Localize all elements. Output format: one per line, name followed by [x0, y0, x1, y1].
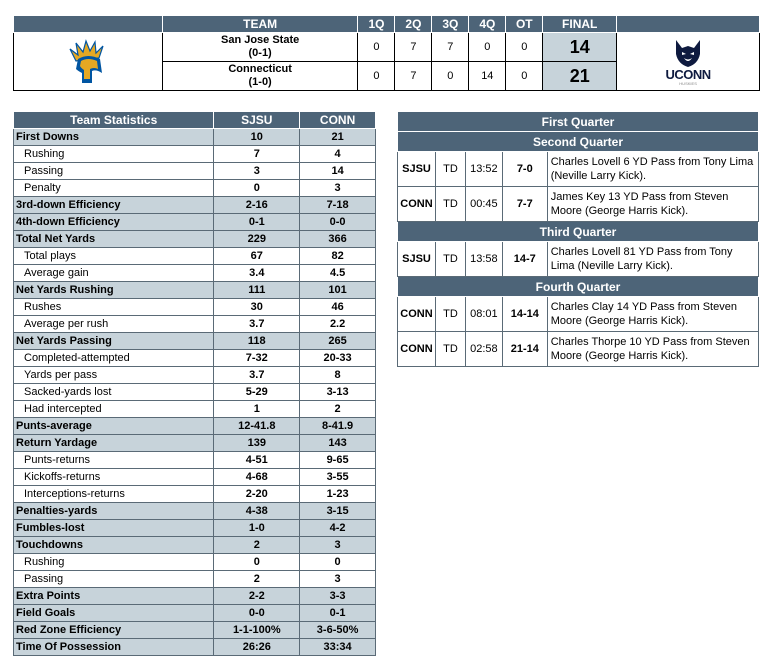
- uconn-wordmark: UCONN: [665, 66, 711, 82]
- stats-row: [14, 588, 376, 605]
- stat-sjsu-value: 4-38: [214, 503, 300, 520]
- stat-sjsu-value: 2: [214, 537, 300, 554]
- stat-conn-value: 3: [300, 571, 376, 588]
- stat-label: Touchdowns: [14, 537, 214, 554]
- stat-conn-value: 366: [300, 231, 376, 248]
- score-q2: 7: [395, 33, 432, 62]
- stat-sjsu-value: 2-16: [214, 197, 300, 214]
- stats-row: [14, 384, 376, 401]
- play-time: 13:52: [465, 152, 502, 187]
- play-description: Charles Thorpe 10 YD Pass from Steven Moore (George Harris Kick).: [547, 332, 758, 367]
- stats-row: [14, 418, 376, 435]
- stat-conn-value: 3: [300, 180, 376, 197]
- team-cell-sjsu: [162, 33, 358, 62]
- stat-label: Kickoffs-returns: [14, 469, 214, 486]
- stat-sjsu-value: 7: [214, 146, 300, 163]
- stat-sjsu-value: 3.7: [214, 367, 300, 384]
- play-team: SJSU: [398, 242, 436, 277]
- stat-label: Net Yards Passing: [14, 333, 214, 350]
- stat-label: Penalties-yards: [14, 503, 214, 520]
- scoring-play-row: [398, 242, 759, 277]
- stats-row: [14, 282, 376, 299]
- quarter-header-row: [398, 222, 759, 242]
- stat-label: Rushing: [14, 146, 214, 163]
- play-score: 7-7: [502, 187, 547, 222]
- stat-conn-value: 20-33: [300, 350, 376, 367]
- score-q4: 0: [469, 33, 506, 62]
- play-description: Charles Clay 14 YD Pass from Steven Moore (George Harris Kick).: [547, 297, 758, 332]
- stat-label: 4th-down Efficiency: [14, 214, 214, 231]
- stats-header-sjsu: SJSU: [214, 112, 300, 129]
- header-team: TEAM: [162, 16, 358, 33]
- header-q1: 1Q: [358, 16, 395, 33]
- stat-sjsu-value: 3.7: [214, 316, 300, 333]
- play-team: CONN: [398, 187, 436, 222]
- team-cell-conn: [162, 62, 358, 91]
- play-description: Charles Lovell 6 YD Pass from Tony Lima (Neville Larry Kick).: [547, 152, 758, 187]
- uconn-logo-cell: [617, 33, 760, 91]
- quarter-header-row: [398, 132, 759, 152]
- stat-conn-value: 3-13: [300, 384, 376, 401]
- scoreboard-header-row: [14, 16, 760, 33]
- stats-row: [14, 214, 376, 231]
- header-q4: 4Q: [469, 16, 506, 33]
- stats-row: [14, 146, 376, 163]
- team-record: (0-1): [248, 47, 272, 59]
- team-statistics-table: [13, 111, 376, 656]
- stats-row: [14, 520, 376, 537]
- stats-row: [14, 231, 376, 248]
- stat-label: First Downs: [14, 129, 214, 146]
- stat-conn-value: 3-55: [300, 469, 376, 486]
- play-type: TD: [435, 187, 465, 222]
- stat-conn-value: 0: [300, 554, 376, 571]
- stats-row: [14, 265, 376, 282]
- stat-sjsu-value: 0-1: [214, 214, 300, 231]
- stats-row: [14, 180, 376, 197]
- play-time: 13:58: [465, 242, 502, 277]
- quarter-header-row: [398, 112, 759, 132]
- play-team: CONN: [398, 297, 436, 332]
- stat-label: Average gain: [14, 265, 214, 282]
- score-q1: 0: [358, 62, 395, 91]
- stat-sjsu-value: 139: [214, 435, 300, 452]
- stat-label: Fumbles-lost: [14, 520, 214, 537]
- stat-sjsu-value: 3.4: [214, 265, 300, 282]
- header-q3: 3Q: [432, 16, 469, 33]
- stat-conn-value: 3-6-50%: [300, 622, 376, 639]
- play-description: Charles Lovell 81 YD Pass from Tony Lima (Neville Larry Kick).: [547, 242, 758, 277]
- score-q3: 0: [432, 62, 469, 91]
- stats-row: [14, 299, 376, 316]
- header-ot: OT: [506, 16, 543, 33]
- stat-label: Interceptions-returns: [14, 486, 214, 503]
- stats-row: [14, 163, 376, 180]
- stats-row: [14, 622, 376, 639]
- play-score: 14-14: [502, 297, 547, 332]
- stat-conn-value: 4-2: [300, 520, 376, 537]
- uconn-husky-icon: [668, 38, 708, 68]
- stat-conn-value: 4.5: [300, 265, 376, 282]
- stat-sjsu-value: 2-20: [214, 486, 300, 503]
- stats-row: [14, 605, 376, 622]
- stats-row: [14, 350, 376, 367]
- stat-label: Average per rush: [14, 316, 214, 333]
- stat-conn-value: 4: [300, 146, 376, 163]
- stats-row: [14, 129, 376, 146]
- stat-label: Extra Points: [14, 588, 214, 605]
- stat-sjsu-value: 1-0: [214, 520, 300, 537]
- quarter-header-row: [398, 277, 759, 297]
- play-time: 02:58: [465, 332, 502, 367]
- stat-sjsu-value: 12-41.8: [214, 418, 300, 435]
- spartan-helmet-icon: [66, 39, 110, 85]
- stats-row: [14, 639, 376, 656]
- score-ot: 0: [506, 33, 543, 62]
- stat-conn-value: 143: [300, 435, 376, 452]
- uconn-subwordmark: HUSKIES: [679, 80, 697, 86]
- team-name: Connecticut: [228, 63, 292, 75]
- stat-sjsu-value: 67: [214, 248, 300, 265]
- stat-sjsu-value: 0-0: [214, 605, 300, 622]
- score-q2: 7: [395, 62, 432, 91]
- team-record: (1-0): [248, 76, 272, 88]
- stat-conn-value: 9-65: [300, 452, 376, 469]
- score-final: 14: [543, 33, 617, 62]
- play-score: 7-0: [502, 152, 547, 187]
- stat-label: Completed-attempted: [14, 350, 214, 367]
- stats-row: [14, 401, 376, 418]
- stat-conn-value: 2: [300, 401, 376, 418]
- stat-conn-value: 0-1: [300, 605, 376, 622]
- stat-conn-value: 14: [300, 163, 376, 180]
- stat-sjsu-value: 0: [214, 554, 300, 571]
- stat-conn-value: 2.2: [300, 316, 376, 333]
- score-ot: 0: [506, 62, 543, 91]
- quarter-title: First Quarter: [398, 112, 759, 132]
- play-score: 21-14: [502, 332, 547, 367]
- stat-conn-value: 0-0: [300, 214, 376, 231]
- stats-row: [14, 469, 376, 486]
- stat-label: Field Goals: [14, 605, 214, 622]
- stat-conn-value: 101: [300, 282, 376, 299]
- play-type: TD: [435, 297, 465, 332]
- score-q3: 7: [432, 33, 469, 62]
- stat-label: Total plays: [14, 248, 214, 265]
- play-description: James Key 13 YD Pass from Steven Moore (George Harris Kick).: [547, 187, 758, 222]
- stat-label: 3rd-down Efficiency: [14, 197, 214, 214]
- stat-label: Passing: [14, 163, 214, 180]
- stat-sjsu-value: 111: [214, 282, 300, 299]
- stat-label: Red Zone Efficiency: [14, 622, 214, 639]
- stat-sjsu-value: 30: [214, 299, 300, 316]
- stat-sjsu-value: 5-29: [214, 384, 300, 401]
- stat-conn-value: 21: [300, 129, 376, 146]
- scoring-summary-table: [397, 111, 759, 367]
- play-team: CONN: [398, 332, 436, 367]
- stats-header-conn: CONN: [300, 112, 376, 129]
- sjsu-logo-cell: [14, 33, 163, 91]
- stat-label: Total Net Yards: [14, 231, 214, 248]
- stat-sjsu-value: 4-68: [214, 469, 300, 486]
- scoring-body: [398, 112, 759, 367]
- stats-row: [14, 197, 376, 214]
- stats-row: [14, 571, 376, 588]
- stat-sjsu-value: 7-32: [214, 350, 300, 367]
- team-name: San Jose State: [220, 34, 300, 46]
- stat-conn-value: 33:34: [300, 639, 376, 656]
- stat-sjsu-value: 4-51: [214, 452, 300, 469]
- stats-row: [14, 537, 376, 554]
- stats-row: [14, 248, 376, 265]
- play-time: 08:01: [465, 297, 502, 332]
- stat-label: Passing: [14, 571, 214, 588]
- stat-sjsu-value: 26:26: [214, 639, 300, 656]
- stat-label: Net Yards Rushing: [14, 282, 214, 299]
- stat-conn-value: 1-23: [300, 486, 376, 503]
- stat-sjsu-value: 3: [214, 163, 300, 180]
- stat-sjsu-value: 0: [214, 180, 300, 197]
- stats-body: [14, 129, 376, 656]
- stats-row: [14, 486, 376, 503]
- stat-sjsu-value: 10: [214, 129, 300, 146]
- stat-label: Yards per pass: [14, 367, 214, 384]
- stat-label: Punts-average: [14, 418, 214, 435]
- play-type: TD: [435, 242, 465, 277]
- stat-label: Sacked-yards lost: [14, 384, 214, 401]
- scoring-play-row: [398, 152, 759, 187]
- stat-label: Penalty: [14, 180, 214, 197]
- header-q2: 2Q: [395, 16, 432, 33]
- scoring-play-row: [398, 297, 759, 332]
- stat-conn-value: 3: [300, 537, 376, 554]
- stat-conn-value: 265: [300, 333, 376, 350]
- header-blank-right: [617, 16, 760, 33]
- stat-conn-value: 3-15: [300, 503, 376, 520]
- quarter-title: Fourth Quarter: [398, 277, 759, 297]
- stat-sjsu-value: 1: [214, 401, 300, 418]
- stats-row: [14, 333, 376, 350]
- scoreboard-table: [13, 15, 760, 91]
- stat-label: Rushes: [14, 299, 214, 316]
- stat-sjsu-value: 2: [214, 571, 300, 588]
- stats-header-row: [14, 112, 376, 129]
- stat-label: Punts-returns: [14, 452, 214, 469]
- stats-header-label: Team Statistics: [14, 112, 214, 129]
- stat-label: Return Yardage: [14, 435, 214, 452]
- stat-sjsu-value: 229: [214, 231, 300, 248]
- score-q1: 0: [358, 33, 395, 62]
- stats-row: [14, 554, 376, 571]
- stats-row: [14, 367, 376, 384]
- stat-conn-value: 8-41.9: [300, 418, 376, 435]
- score-final: 21: [543, 62, 617, 91]
- scoring-play-row: [398, 187, 759, 222]
- stats-row: [14, 435, 376, 452]
- play-type: TD: [435, 332, 465, 367]
- stat-label: Rushing: [14, 554, 214, 571]
- stats-row: [14, 316, 376, 333]
- header-blank-left: [14, 16, 163, 33]
- stat-conn-value: 8: [300, 367, 376, 384]
- stat-conn-value: 3-3: [300, 588, 376, 605]
- stat-sjsu-value: 2-2: [214, 588, 300, 605]
- stats-row: [14, 452, 376, 469]
- header-final: FINAL: [543, 16, 617, 33]
- scoring-play-row: [398, 332, 759, 367]
- play-score: 14-7: [502, 242, 547, 277]
- score-row-sjsu: [14, 33, 760, 62]
- score-q4: 14: [469, 62, 506, 91]
- stat-label: Had intercepted: [14, 401, 214, 418]
- quarter-title: Second Quarter: [398, 132, 759, 152]
- stats-row: [14, 503, 376, 520]
- play-type: TD: [435, 152, 465, 187]
- stat-conn-value: 46: [300, 299, 376, 316]
- stat-sjsu-value: 118: [214, 333, 300, 350]
- stat-conn-value: 82: [300, 248, 376, 265]
- stat-sjsu-value: 1-1-100%: [214, 622, 300, 639]
- stat-label: Time Of Possession: [14, 639, 214, 656]
- play-team: SJSU: [398, 152, 436, 187]
- play-time: 00:45: [465, 187, 502, 222]
- quarter-title: Third Quarter: [398, 222, 759, 242]
- stat-conn-value: 7-18: [300, 197, 376, 214]
